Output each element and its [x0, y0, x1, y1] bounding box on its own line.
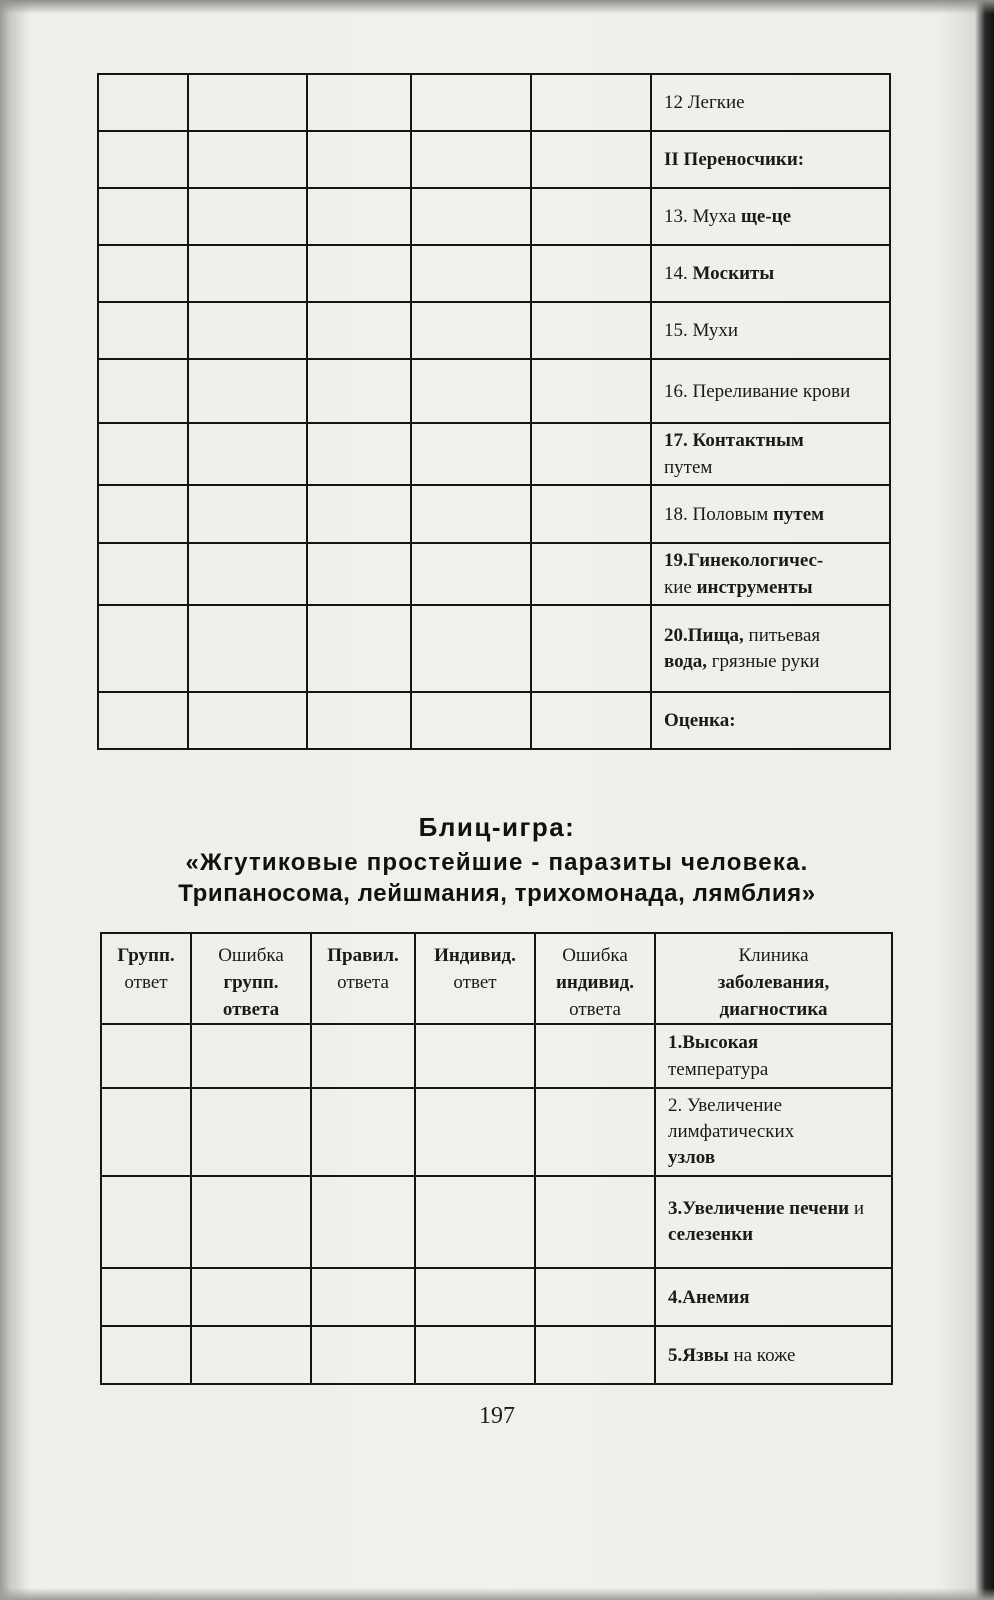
answer-cell: 17. Контактным путем: [651, 423, 890, 485]
game-subtitle-line-1: «Жгутиковые простейшие - паразиты человека.: [185, 849, 809, 876]
table-row: [101, 1326, 892, 1384]
table-row: [98, 188, 890, 245]
answer-cell: 12 Легкие: [651, 74, 890, 131]
clinic-cell: 4.Анемия: [655, 1268, 892, 1326]
answer-cell: 15. Мухи: [651, 302, 890, 359]
clinic-cell: 1.Высокая температура: [655, 1024, 892, 1088]
header-individual-error: Ошибка индивид. ответа: [535, 933, 655, 1024]
score-cell: Оценка:: [651, 692, 890, 749]
table-row: [101, 1176, 892, 1268]
header-clinic: Клиника заболевания, диагностика: [655, 933, 892, 1024]
game-subtitle-line-2: Трипаносома, лейшмания, трихомонада, лямблия»: [178, 880, 816, 907]
table-row: [98, 692, 890, 749]
page-number: 197: [479, 1403, 515, 1429]
page-top-shadow: [0, 0, 994, 14]
table-row: [98, 359, 890, 423]
table-row: [98, 605, 890, 692]
table-row: [101, 1088, 892, 1176]
answer-cell: II Переносчики:: [651, 131, 890, 188]
table-row: [98, 74, 890, 131]
page-bottom-shadow: [0, 1588, 994, 1600]
clinic-cell: 5.Язвы на коже: [655, 1326, 892, 1384]
table-header-row: [101, 933, 892, 1024]
header-group-answer: Групп. ответ: [101, 933, 191, 1024]
table-row: [98, 485, 890, 543]
table-row: [101, 1024, 892, 1088]
answer-cell: 19.Гинекологичес- кие инструменты: [651, 543, 890, 605]
clinic-cell: 3.Увеличение печени и селезенки: [655, 1176, 892, 1268]
table-row: [98, 423, 890, 485]
header-group-error: Ошибка групп. ответа: [191, 933, 311, 1024]
game-title: Блиц-игра:: [418, 812, 576, 842]
table-row: [98, 245, 890, 302]
table-row: [98, 543, 890, 605]
clinic-table: [100, 932, 893, 1385]
table-row: [98, 131, 890, 188]
answer-cell: 14. Москиты: [651, 245, 890, 302]
answer-cell: 18. Половым путем: [651, 485, 890, 543]
table-row: [98, 302, 890, 359]
header-individual-answer: Индивид. ответ: [415, 933, 535, 1024]
answer-cell: 13. Муха ще-це: [651, 188, 890, 245]
answer-cell: 16. Переливание крови: [651, 359, 890, 423]
clinic-cell: 2. Увеличение лимфатических узлов: [655, 1088, 892, 1176]
table-row: [101, 1268, 892, 1326]
answer-cell: 20.Пища, питьевая вода, грязные руки: [651, 605, 890, 692]
header-correct-answer: Правил. ответа: [311, 933, 415, 1024]
transmission-table: [97, 73, 891, 750]
